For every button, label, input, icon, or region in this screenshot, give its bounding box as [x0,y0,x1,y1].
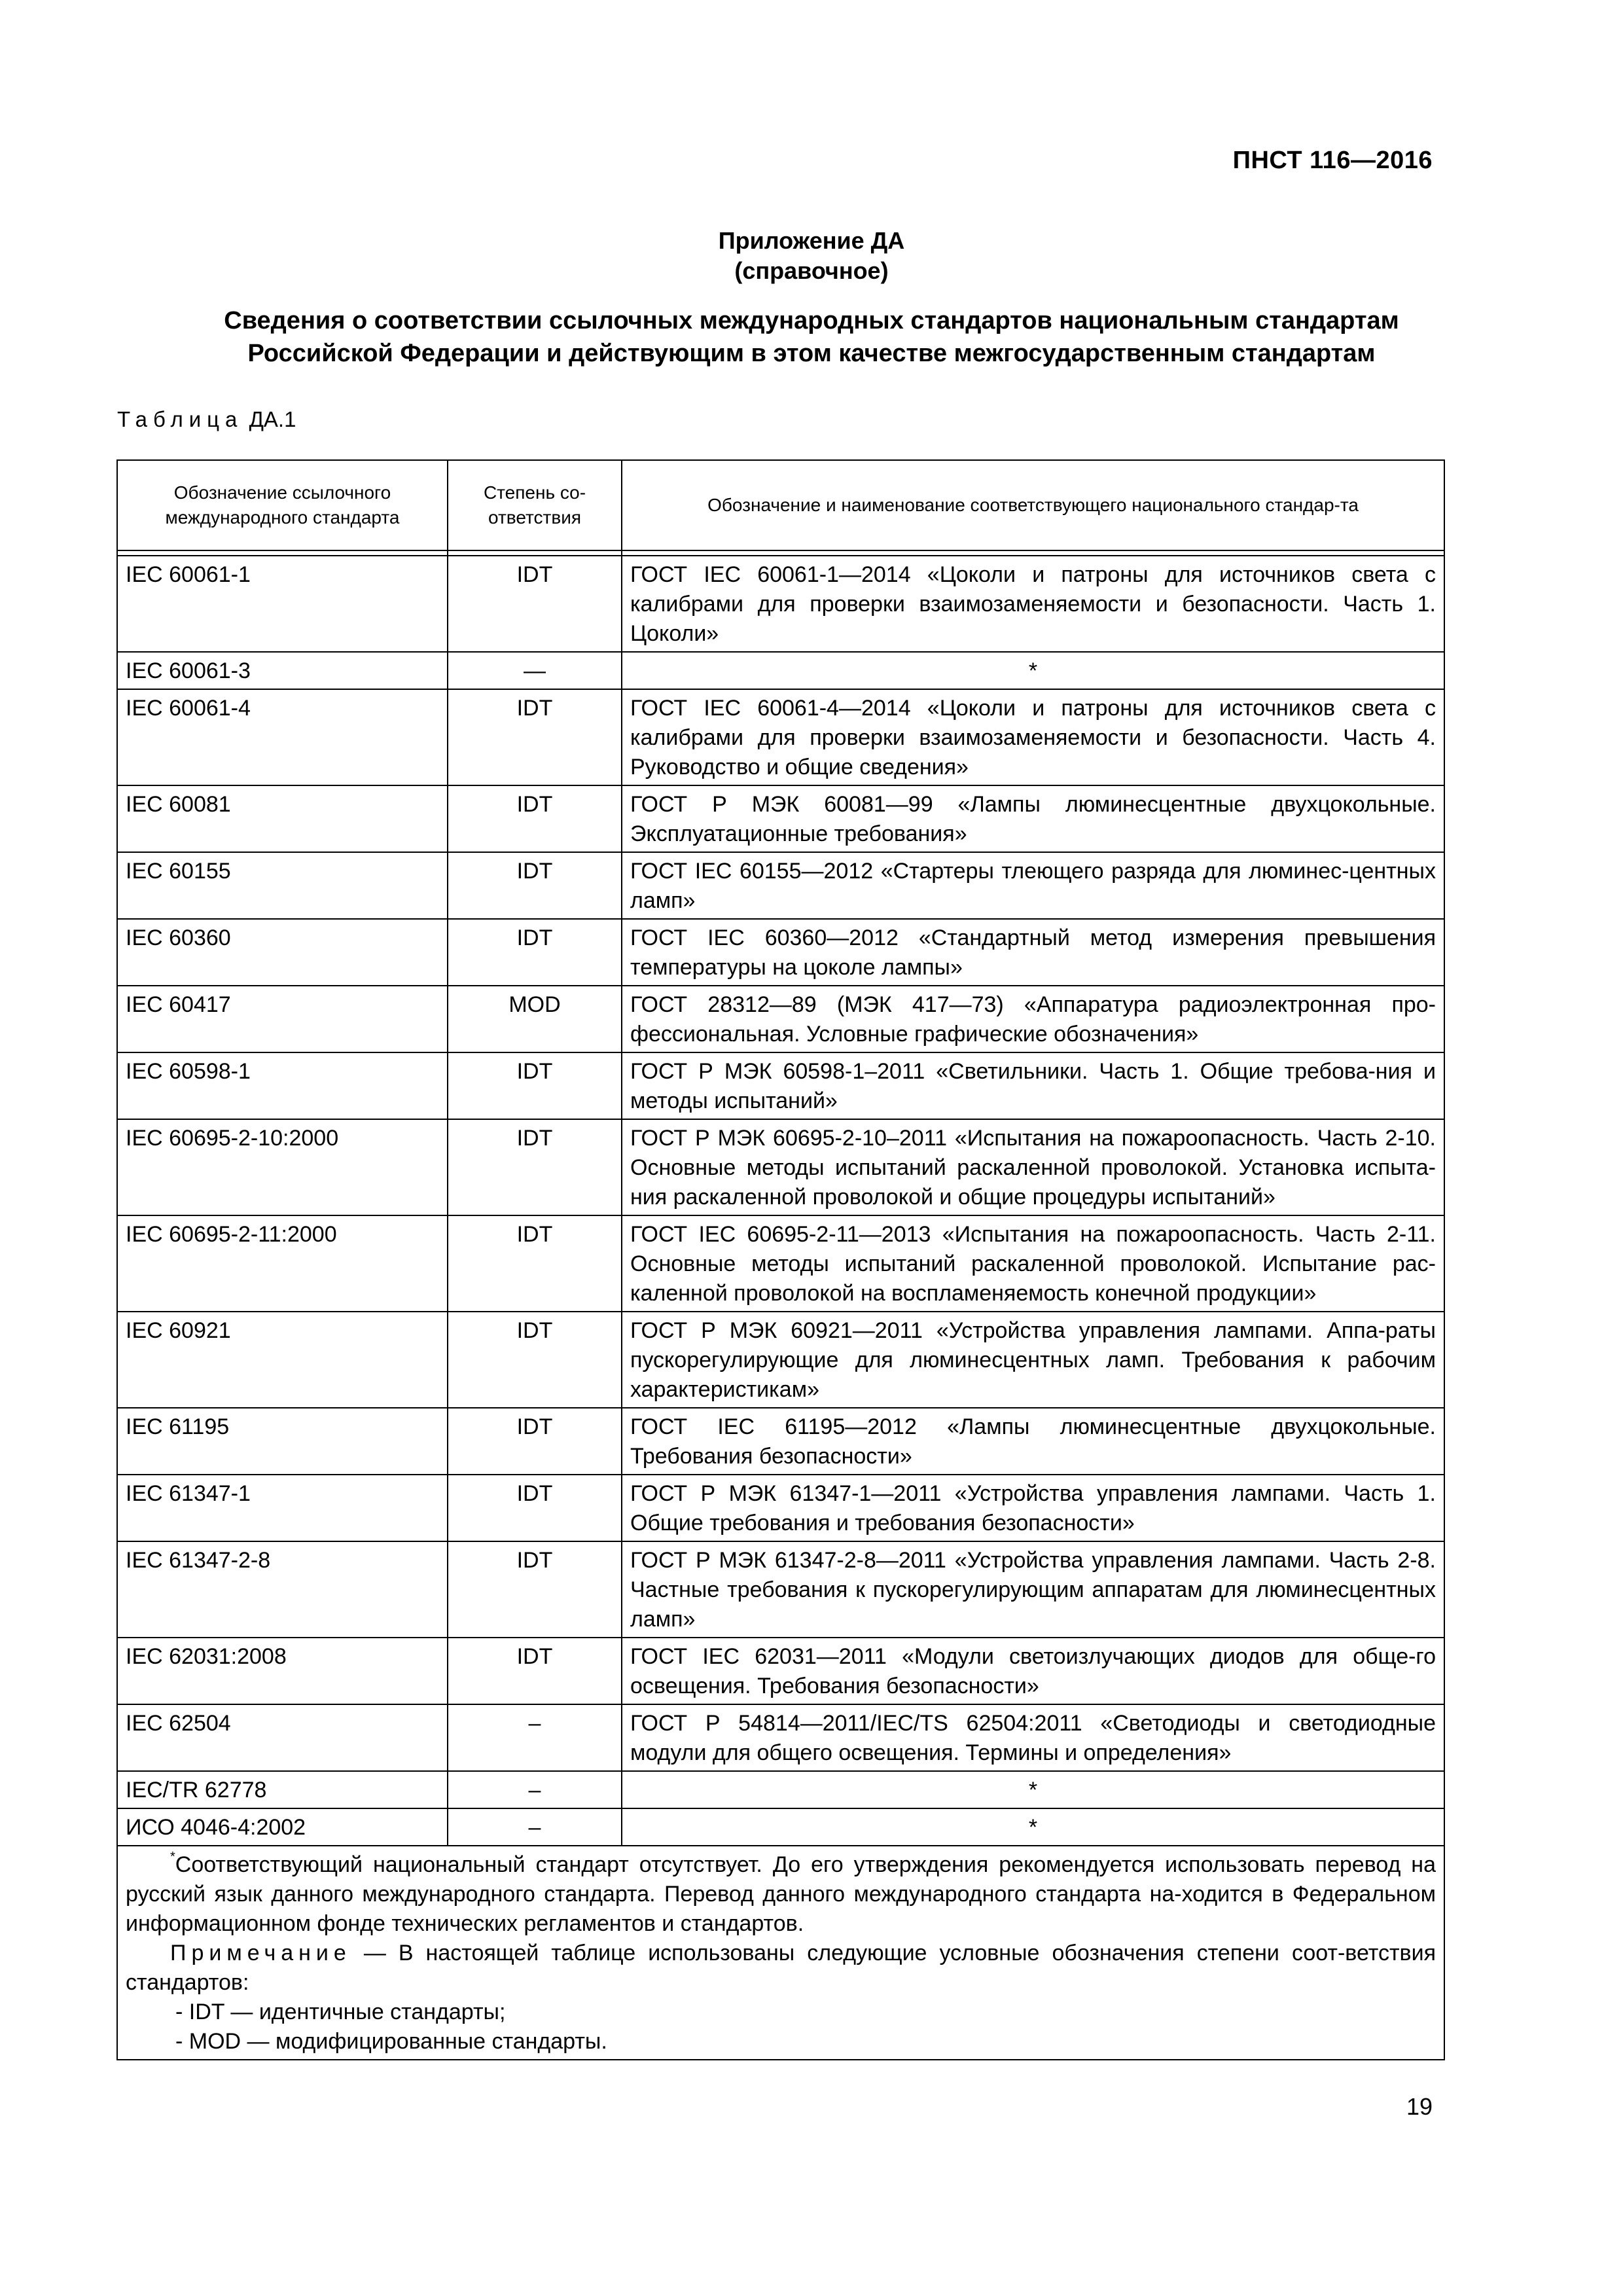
column-header-national: Обозначение и наименование соответствующего национального стандар-та [622,460,1444,550]
cell-national-standard: * [622,1771,1444,1808]
note [126,1939,1436,1998]
appendix-heading [0,226,1623,286]
cell-standard: IEC 60061-3 [117,652,448,689]
cell-national-standard: ГОСТ 28312—89 (МЭК 417—73) «Аппаратура радиоэлектронная про-фессиональная. Условные графические обозначения» [622,986,1444,1052]
cell-degree: IDT [448,1475,622,1541]
cell-standard: IEC 60061-4 [117,689,448,785]
column-header-degree: Степень со-ответствия [448,460,622,550]
cell-degree: IDT [448,1119,622,1215]
column-header-standard: Обозначение ссылочного международного стандарта [117,460,448,550]
cell-national-standard: * [622,652,1444,689]
cell-degree: IDT [448,1638,622,1704]
table-body [117,550,1444,1846]
cell-standard: IEC 60598-1 [117,1052,448,1119]
table-row [117,1312,1444,1408]
cell-national-standard: ГОСТ IEC 61195—2012 «Лампы люминесцентные двухцокольные. Требования безопасности» [622,1408,1444,1475]
heading-line-1: Сведения о соответствии ссылочных международных стандартов национальным стандартам [224,307,1399,334]
cell-national-standard: ГОСТ IEC 60061-1—2014 «Цоколи и патроны для источников света с калибрами для проверки взаимозаменяемости и безопасности. Часть 1. Цоколи» [622,556,1444,652]
cell-standard: IEC 60155 [117,852,448,919]
cell-national-standard: ГОСТ Р МЭК 61347-2-8—2011 «Устройства управления лампами. Часть 2-8. Частные требования к пускорегулирующим аппаратам для люминесцентных ламп» [622,1541,1444,1638]
cell-degree: IDT [448,1541,622,1638]
table-row [117,652,1444,689]
cell-national-standard: ГОСТ IEC 60155—2012 «Стартеры тлеющего разряда для люминес-центных ламп» [622,852,1444,919]
table-caption [117,407,296,432]
table-notes-row [117,1846,1444,2060]
table-row [117,852,1444,919]
cell-national-standard: ГОСТ Р МЭК 60921—2011 «Устройства управления лампами. Аппа-раты пускорегулирующие для люминесцентных ламп. Требования к рабочим характеристикам» [622,1312,1444,1408]
cell-national-standard: * [622,1808,1444,1846]
cell-standard: IEC 60360 [117,919,448,986]
table-notes [117,1846,1444,2060]
table-row [117,1119,1444,1215]
cell-degree: IDT [448,1052,622,1119]
cell-standard: IEC/TR 62778 [117,1771,448,1808]
cell-standard: IEC 60695-2-10:2000 [117,1119,448,1215]
cell-degree: – [448,1704,622,1771]
cell-standard: IEC 61347-2-8 [117,1541,448,1638]
note-text: — В настоящей таблице использованы следующие условные обозначения степени соот-ветствия стандартов: [126,1941,1436,1995]
cell-national-standard: ГОСТ Р МЭК 60598-1–2011 «Светильники. Часть 1. Общие требова-ния и методы испытаний» [622,1052,1444,1119]
table-row [117,1052,1444,1119]
cell-degree: IDT [448,919,622,986]
cell-standard: IEC 62031:2008 [117,1638,448,1704]
cell-standard: IEC 60081 [117,785,448,852]
cell-degree: IDT [448,785,622,852]
cell-degree: IDT [448,556,622,652]
appendix-title: Приложение ДА [718,227,905,254]
table-row [117,1475,1444,1541]
note-item-idt: - IDT — идентичные стандарты; [175,2000,506,2024]
cell-degree: IDT [448,689,622,785]
heading-line-2: Российской Федерации и действующим в этом качестве межгосударственным стандартам [247,340,1376,367]
cell-degree: IDT [448,852,622,919]
section-heading [98,304,1525,370]
table-header-row [117,460,1444,550]
cell-degree: – [448,1808,622,1846]
cell-degree: IDT [448,1215,622,1312]
cell-standard: ИСО 4046-4:2002 [117,1808,448,1846]
cell-degree: IDT [448,1312,622,1408]
table-row [117,1808,1444,1846]
cell-standard: IEC 60921 [117,1312,448,1408]
appendix-subtitle: (справочное) [734,257,889,284]
table-row [117,785,1444,852]
table-row [117,1771,1444,1808]
cell-degree: — [448,652,622,689]
cell-national-standard: ГОСТ IEC 60061-4—2014 «Цоколи и патроны для источников света с калибрами для проверки взаимозаменяемости и безопасности. Часть 4. Руководство и общие сведения» [622,689,1444,785]
footnote [126,1850,1436,1939]
cell-national-standard: ГОСТ Р МЭК 60081—99 «Лампы люминесцентные двухцокольные. Эксплуатационные требования» [622,785,1444,852]
table-caption-number: ДА.1 [249,407,296,431]
cell-national-standard: ГОСТ IEC 62031—2011 «Модули светоизлучающих диодов для обще-го освещения. Требования безопасности» [622,1638,1444,1704]
footnote-mark: * [170,1850,175,1864]
correspondence-table [116,459,1445,2060]
table-row [117,1408,1444,1475]
note-word: Примечание [170,1941,351,1965]
cell-standard: IEC 62504 [117,1704,448,1771]
note-item-mod: - MOD — модифицированные стандарты. [175,2029,607,2054]
cell-national-standard: ГОСТ IEC 60695-2-11—2013 «Испытания на пожароопасность. Часть 2-11. Основные методы испытаний раскаленной проволокой. Испытание рас-каленной проволокой на воспламеняемость конечной продукции» [622,1215,1444,1312]
cell-national-standard: ГОСТ Р 54814—2011/IEC/TS 62504:2011 «Светодиоды и светодиодные модули для общего освещения. Термины и определения» [622,1704,1444,1771]
table-row [117,1704,1444,1771]
cell-standard: IEC 60061-1 [117,556,448,652]
table-row [117,1215,1444,1312]
cell-degree: MOD [448,986,622,1052]
cell-standard: IEC 61347-1 [117,1475,448,1541]
cell-degree: IDT [448,1408,622,1475]
footnote-text: Соответствующий национальный стандарт отсутствует. До его утверждения рекомендуется использовать перевод на русский язык данного международного стандарта. Перевод данного международного стандарта на-ходится в Федеральном информационном фонде технических регламентов и стандартов. [126,1852,1436,1936]
table-caption-word: Таблица [117,407,243,431]
cell-standard: IEC 60417 [117,986,448,1052]
table-row [117,1638,1444,1704]
cell-national-standard: ГОСТ Р МЭК 60695-2-10–2011 «Испытания на пожароопасность. Часть 2-10. Основные методы испытаний раскаленной проволокой. Установка испыта-ния раскаленной проволокой и общие процедуры испытаний» [622,1119,1444,1215]
header-separator [117,550,1444,556]
document-code: ПНСТ 116—2016 [1232,147,1433,174]
page-number: 19 [1406,2093,1433,2120]
cell-national-standard: ГОСТ Р МЭК 61347-1—2011 «Устройства управления лампами. Часть 1. Общие требования и требования безопасности» [622,1475,1444,1541]
table-row [117,1541,1444,1638]
table-row [117,986,1444,1052]
cell-standard: IEC 61195 [117,1408,448,1475]
cell-national-standard: ГОСТ IEC 60360—2012 «Стандартный метод измерения превышения температуры на цоколе лампы» [622,919,1444,986]
table-row [117,689,1444,785]
cell-degree: – [448,1771,622,1808]
cell-standard: IEC 60695-2-11:2000 [117,1215,448,1312]
table-row [117,919,1444,986]
table-row [117,556,1444,652]
